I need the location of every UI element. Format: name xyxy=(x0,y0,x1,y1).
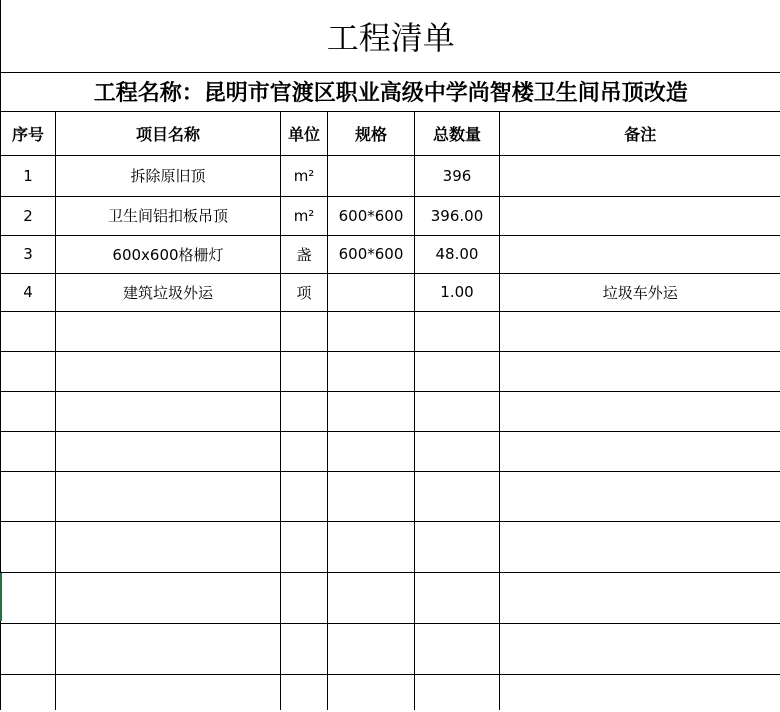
empty-cell[interactable] xyxy=(281,623,328,674)
header-spec[interactable]: 规格 xyxy=(328,111,415,155)
empty-row xyxy=(1,471,780,521)
cell-spec[interactable] xyxy=(328,273,415,311)
empty-cell[interactable] xyxy=(500,572,780,623)
empty-cell[interactable] xyxy=(415,471,500,521)
empty-cell[interactable] xyxy=(1,521,56,572)
empty-cell[interactable] xyxy=(500,521,780,572)
table-row xyxy=(1,235,780,273)
empty-cell[interactable] xyxy=(415,572,500,623)
empty-cell[interactable] xyxy=(1,471,56,521)
empty-row xyxy=(1,572,780,623)
cell-quantity[interactable]: 1.00 xyxy=(415,273,500,311)
empty-cell[interactable] xyxy=(1,674,56,710)
cell-spec[interactable] xyxy=(328,155,415,196)
empty-cell[interactable] xyxy=(56,572,281,623)
empty-cell[interactable] xyxy=(1,391,56,431)
empty-cell[interactable] xyxy=(56,521,281,572)
empty-cell[interactable] xyxy=(56,623,281,674)
cell-no[interactable]: 4 xyxy=(1,273,56,311)
table-row xyxy=(1,196,780,235)
cell-remark[interactable]: 垃圾车外运 xyxy=(500,273,780,311)
cell-item-name[interactable]: 卫生间铝扣板吊顶 xyxy=(56,196,281,235)
empty-cell[interactable] xyxy=(56,391,281,431)
empty-cell[interactable] xyxy=(328,674,415,710)
empty-cell[interactable] xyxy=(415,623,500,674)
empty-cell[interactable] xyxy=(56,351,281,391)
cell-spec[interactable]: 600*600 xyxy=(328,196,415,235)
header-remark[interactable]: 备注 xyxy=(500,111,780,155)
cell-item-name[interactable]: 600x600格栅灯 xyxy=(56,235,281,273)
empty-cell[interactable] xyxy=(56,431,281,471)
empty-cell[interactable] xyxy=(281,351,328,391)
cell-no[interactable]: 3 xyxy=(1,235,56,273)
empty-cell[interactable] xyxy=(328,521,415,572)
cell-item-name[interactable]: 建筑垃圾外运 xyxy=(56,273,281,311)
empty-row xyxy=(1,521,780,572)
empty-cell[interactable] xyxy=(1,311,56,351)
header-row xyxy=(1,111,780,155)
cell-unit[interactable]: m² xyxy=(281,196,328,235)
empty-cell[interactable] xyxy=(328,391,415,431)
cell-remark[interactable] xyxy=(500,155,780,196)
header-quantity[interactable]: 总数量 xyxy=(415,111,500,155)
empty-row xyxy=(1,623,780,674)
cell-quantity[interactable]: 396.00 xyxy=(415,196,500,235)
empty-cell[interactable] xyxy=(56,674,281,710)
empty-cell[interactable] xyxy=(328,311,415,351)
cell-remark[interactable] xyxy=(500,196,780,235)
empty-cell[interactable] xyxy=(415,391,500,431)
empty-cell[interactable] xyxy=(328,471,415,521)
cell-quantity[interactable]: 396 xyxy=(415,155,500,196)
table-row xyxy=(1,155,780,196)
cell-unit[interactable]: m² xyxy=(281,155,328,196)
header-item-name[interactable]: 项目名称 xyxy=(56,111,281,155)
empty-row xyxy=(1,431,780,471)
empty-row xyxy=(1,351,780,391)
empty-cell[interactable] xyxy=(56,471,281,521)
empty-cell[interactable] xyxy=(1,431,56,471)
empty-cell[interactable] xyxy=(281,521,328,572)
empty-cell[interactable] xyxy=(281,391,328,431)
empty-cell[interactable] xyxy=(415,351,500,391)
header-no[interactable]: 序号 xyxy=(1,111,56,155)
cell-remark[interactable] xyxy=(500,235,780,273)
cell-no[interactable]: 1 xyxy=(1,155,56,196)
empty-cell[interactable] xyxy=(415,674,500,710)
empty-cell[interactable] xyxy=(328,431,415,471)
empty-cell[interactable] xyxy=(328,623,415,674)
header-unit[interactable]: 单位 xyxy=(281,111,328,155)
empty-cell[interactable] xyxy=(415,521,500,572)
empty-cell[interactable] xyxy=(500,674,780,710)
empty-cell[interactable] xyxy=(281,471,328,521)
title-row xyxy=(1,0,780,72)
empty-cell[interactable] xyxy=(500,391,780,431)
empty-cell[interactable] xyxy=(500,623,780,674)
project-name[interactable]: 工程名称：昆明市官渡区职业高级中学尚智楼卫生间吊顶改造 xyxy=(1,72,780,111)
empty-cell[interactable] xyxy=(281,431,328,471)
empty-cell[interactable] xyxy=(500,351,780,391)
empty-row xyxy=(1,674,780,710)
cell-no[interactable]: 2 xyxy=(1,196,56,235)
row-selection-marker xyxy=(0,573,2,621)
empty-cell[interactable] xyxy=(281,572,328,623)
empty-row xyxy=(1,311,780,351)
empty-cell[interactable] xyxy=(415,311,500,351)
cell-spec[interactable]: 600*600 xyxy=(328,235,415,273)
empty-cell[interactable] xyxy=(415,431,500,471)
cell-quantity[interactable]: 48.00 xyxy=(415,235,500,273)
table-row xyxy=(1,273,780,311)
cell-item-name[interactable]: 拆除原旧顶 xyxy=(56,155,281,196)
project-row xyxy=(1,72,780,111)
empty-cell[interactable] xyxy=(500,431,780,471)
empty-cell[interactable] xyxy=(281,311,328,351)
empty-cell[interactable] xyxy=(56,311,281,351)
empty-cell[interactable] xyxy=(328,572,415,623)
empty-cell[interactable] xyxy=(500,311,780,351)
empty-cell[interactable] xyxy=(281,674,328,710)
empty-cell[interactable] xyxy=(1,623,56,674)
empty-row xyxy=(1,391,780,431)
cell-unit[interactable]: 项 xyxy=(281,273,328,311)
empty-cell[interactable] xyxy=(1,572,56,623)
empty-cell[interactable] xyxy=(1,351,56,391)
empty-cell[interactable] xyxy=(500,471,780,521)
cell-unit[interactable]: 盏 xyxy=(281,235,328,273)
sheet-title[interactable]: 工程清单 xyxy=(1,0,780,72)
empty-cell[interactable] xyxy=(328,351,415,391)
